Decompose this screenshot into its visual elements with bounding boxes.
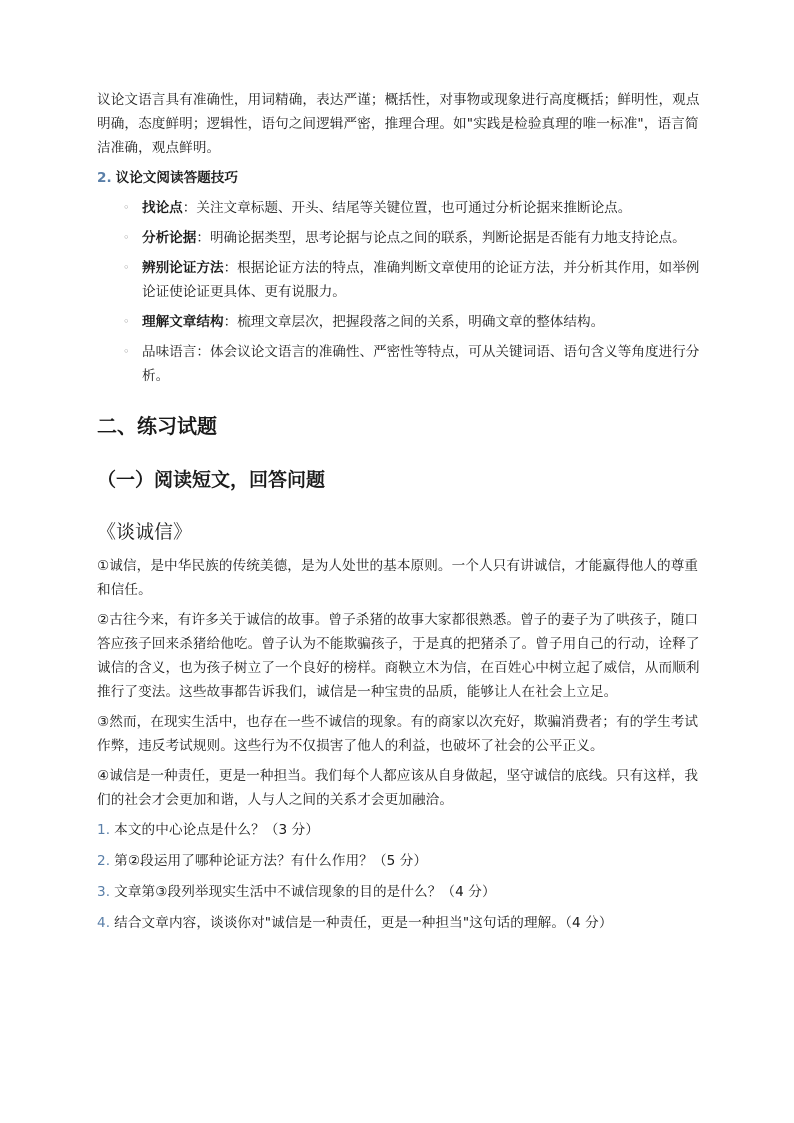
- question-number: 3.: [97, 884, 111, 900]
- tip-label: 辨别论证方法: [142, 260, 224, 276]
- question-text: 文章第③段列举现实生活中不诚信现象的目的是什么？（4 分）: [114, 884, 496, 900]
- tip-text: 品味语言：体会议论文语言的准确性、严密性等特点，可从关键词语、语句含义等角度进行分析。: [142, 344, 700, 384]
- question-text: 本文的中心论点是什么？（3 分）: [114, 822, 320, 838]
- list-item: [123, 310, 707, 334]
- article-paragraph: ②古往今来，有许多关于诚信的故事。曾子杀猪的故事大家都很熟悉。曾子的妻子为了哄孩子，随口答应孩子回来杀猪给他吃。曾子认为不能欺骗孩子，于是真的把猪杀了。曾子用自己的行动，诠释了诚信的含义，也为孩子树立了一个良好的榜样。商鞅立木为信，在百姓心中树立起了威信，从而顺利推行了变法。这些故事都告诉我们，诚信是一种宝贵的品质，能够让人在社会上立足。: [97, 612, 700, 700]
- list-item: [123, 340, 707, 388]
- tip-label: 理解文章结构: [142, 314, 224, 330]
- question-text: 第②段运用了哪种论证方法？有什么作用？（5 分）: [114, 853, 428, 869]
- hollow-bullet-icon: ◦: [123, 261, 130, 274]
- hollow-bullet-icon: ◦: [123, 201, 130, 214]
- tips-heading: [97, 166, 707, 190]
- question-item: [97, 818, 707, 842]
- question-text: 结合文章内容，谈谈你对"诚信是一种责任，更是一种担当"这句话的理解。（4 分）: [114, 915, 613, 931]
- hollow-bullet-icon: ◦: [123, 231, 130, 244]
- tip-text: ：明确论据类型，思考论据与论点之间的联系，判断论据是否能有力地支持论点。: [196, 230, 686, 246]
- list-item: [123, 226, 707, 250]
- question-number: 1.: [97, 822, 111, 838]
- question-item: [97, 880, 707, 904]
- tips-list: [123, 196, 707, 388]
- article-title: 《谈诚信》: [97, 521, 193, 543]
- tip-label: 找论点: [142, 200, 183, 216]
- list-item: [123, 256, 707, 304]
- question-number: 2.: [97, 853, 111, 869]
- question-list: [97, 818, 707, 935]
- article-paragraph: ①诚信，是中华民族的传统美德，是为人处世的基本原则。一个人只有讲诚信，才能赢得他人的尊重和信任。: [97, 558, 699, 598]
- list-item: [123, 196, 707, 220]
- tips-number: 2.: [97, 170, 112, 186]
- article-body: [97, 554, 707, 812]
- subsection-heading: （一）阅读短文，回答问题: [97, 469, 326, 491]
- article-paragraph: ④诚信是一种责任，更是一种担当。我们每个人都应该从自身做起，坚守诚信的底线。只有这样，我们的社会才会更加和谐，人与人之间的关系才会更加融洽。: [97, 768, 699, 808]
- hollow-bullet-icon: ◦: [123, 345, 130, 358]
- question-item: [97, 911, 707, 935]
- tip-label: 分析论据: [142, 230, 197, 246]
- tip-text: ：梳理文章层次，把握段落之间的关系，明确文章的整体结构。: [223, 314, 605, 330]
- tips-heading-text: 议论文阅读答题技巧: [115, 170, 238, 186]
- article-paragraph: ③然而，在现实生活中，也存在一些不诚信的现象。有的商家以次充好，欺骗消费者；有的学生考试作弊，违反考试规则。这些行为不仅损害了他人的利益，也破坏了社会的公平正义。: [97, 714, 699, 754]
- tip-text: ：关注文章标题、开头、结尾等关键位置，也可通过分析论据来推断论点。: [182, 200, 632, 216]
- section-heading: 二、练习试题: [97, 414, 217, 438]
- hollow-bullet-icon: ◦: [123, 315, 130, 328]
- intro-paragraph: 议论文语言具有准确性，用词精确，表达严谨；概括性，对事物或现象进行高度概括；鲜明性，观点明确，态度鲜明；逻辑性，语句之间逻辑严密，推理合理。如"实践是检验真理的唯一标准"，语言简洁准确，观点鲜明。: [97, 92, 700, 156]
- tip-text: ：根据论证方法的特点，准确判断文章使用的论证方法，并分析其作用，如举例论证使论证更具体、更有说服力。: [142, 260, 700, 300]
- question-item: [97, 849, 707, 873]
- question-number: 4.: [97, 915, 111, 931]
- document-page: [97, 88, 707, 942]
